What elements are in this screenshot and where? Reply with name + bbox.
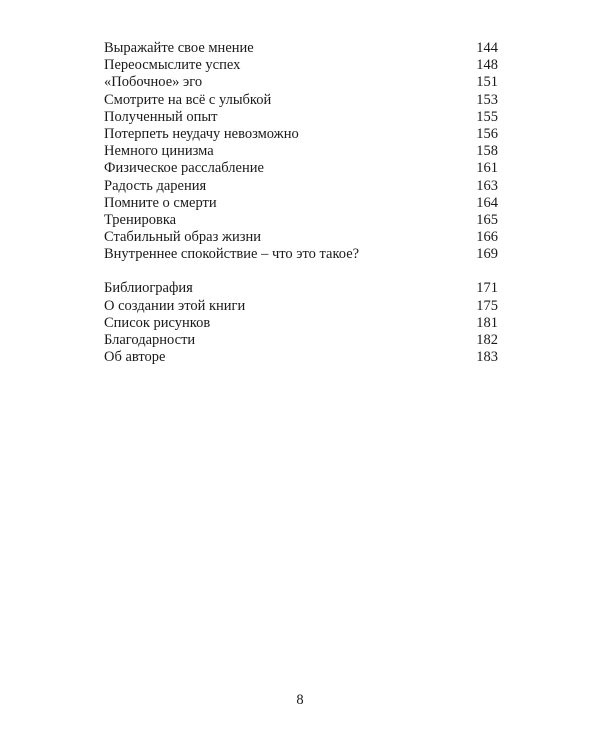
toc-entry[interactable]: [104, 40, 498, 57]
toc-entry-title: Полученный опыт: [104, 108, 218, 125]
toc-entry[interactable]: [104, 178, 498, 195]
toc-entry-title: Немного цинизма: [104, 143, 214, 160]
toc-entry-page: 144: [476, 40, 498, 56]
toc-entry-title: Тренировка: [104, 211, 177, 228]
toc-entry-page: 181: [476, 314, 498, 331]
toc-entry-page: 183: [476, 349, 498, 366]
toc-entry[interactable]: [104, 212, 498, 229]
toc-entry[interactable]: [104, 92, 498, 109]
toc-entry[interactable]: [104, 280, 498, 297]
toc-entry[interactable]: [104, 57, 498, 74]
toc-entry[interactable]: [104, 349, 498, 366]
toc-entry-title: Помните о смерти: [104, 194, 217, 211]
toc-entry-title: Потерпеть неудачу невозможно: [104, 125, 299, 142]
toc-entry-title: О создании этой книги: [104, 297, 246, 314]
page-number: 8: [296, 692, 304, 708]
toc-entry-title: Об авторе: [104, 349, 166, 366]
toc-entry-page: 166: [476, 229, 498, 246]
toc-entry-page: 153: [476, 91, 498, 108]
toc-entry-page: 148: [476, 57, 498, 74]
toc-entry-title: «Побочное» эго: [104, 74, 203, 91]
toc-entry-title: Стабильный образ жизни: [104, 229, 261, 246]
toc-entry-title: Выражайте свое мнение: [104, 40, 254, 56]
toc-entry[interactable]: [104, 315, 498, 332]
toc-entry-title: Физическое расслабление: [104, 160, 264, 177]
toc-entry[interactable]: [104, 160, 498, 177]
toc-entry-title: Смотрите на всё с улыбкой: [104, 91, 272, 108]
table-of-contents: [104, 40, 498, 366]
toc-entry-page: 164: [476, 194, 498, 211]
toc-entry[interactable]: [104, 229, 498, 246]
toc-group-backmatter: [104, 280, 498, 366]
toc-entry-page: 163: [476, 177, 498, 194]
toc-entry-title: Список рисунков: [104, 314, 211, 331]
toc-entry-page: 151: [476, 74, 498, 91]
toc-entry[interactable]: [104, 143, 498, 160]
toc-entry[interactable]: [104, 74, 498, 91]
toc-entry-page: 171: [476, 280, 498, 297]
toc-entry-title: Благодарности: [104, 332, 196, 348]
toc-entry-title: Переосмыслите успех: [104, 57, 241, 74]
toc-entry[interactable]: [104, 195, 498, 212]
toc-group-chapters: [104, 40, 498, 263]
toc-entry-page: 155: [476, 108, 498, 125]
toc-entry-page: 169: [476, 246, 498, 263]
toc-entry-page: 175: [476, 297, 498, 314]
toc-entry[interactable]: [104, 126, 498, 143]
toc-entry-page: 158: [476, 143, 498, 160]
toc-entry-title: Библиография: [104, 280, 193, 297]
toc-entry-title: Внутреннее спокойствие – что это такое?: [104, 246, 360, 263]
toc-entry-page: 161: [476, 160, 498, 177]
toc-entry-page: 165: [476, 211, 498, 228]
toc-entry-title: Радость дарения: [104, 177, 207, 194]
toc-entry[interactable]: [104, 332, 498, 349]
toc-entry[interactable]: [104, 109, 498, 126]
toc-entry-page: 182: [476, 332, 498, 348]
toc-entry-page: 156: [476, 125, 498, 142]
toc-entry[interactable]: [104, 298, 498, 315]
toc-entry[interactable]: [104, 246, 498, 263]
